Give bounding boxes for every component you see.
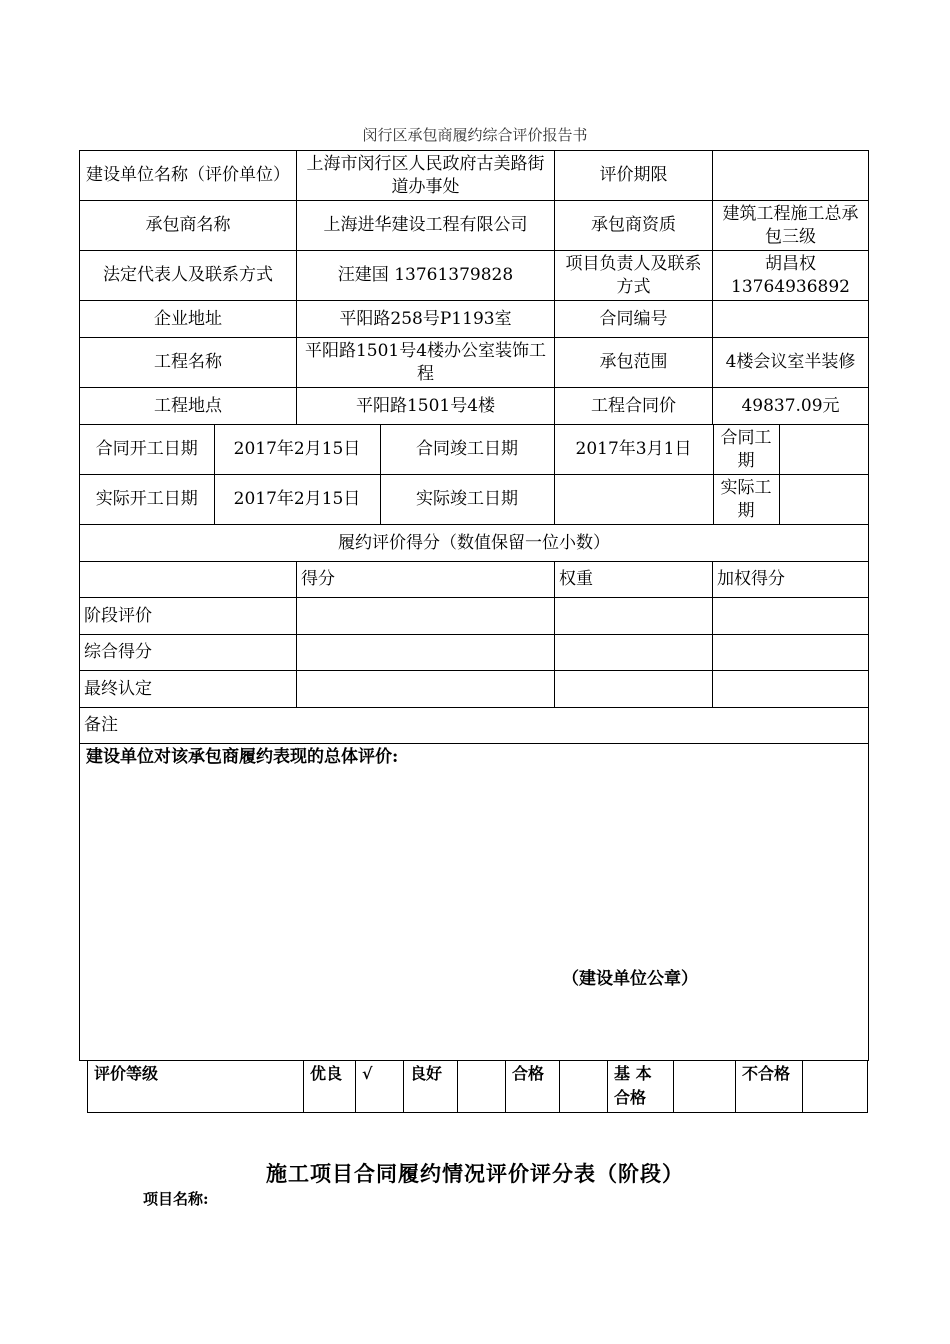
score-header-blank xyxy=(80,562,297,598)
stage-evaluation-weight xyxy=(555,598,713,635)
grade-basic-label: 基 本合格 xyxy=(608,1060,674,1113)
grade-qualified-check[interactable] xyxy=(560,1060,608,1113)
stage-evaluation-score xyxy=(297,598,555,635)
grade-table xyxy=(87,1060,868,1113)
contract-end-label: 合同竣工日期 xyxy=(380,425,554,474)
project-name-field-label: 项目名称: xyxy=(143,1190,209,1208)
project-manager-phone: 13764936892 xyxy=(731,276,850,297)
grade-good-label: 良好 xyxy=(404,1060,458,1113)
final-determination-weighted xyxy=(713,671,869,708)
project-name-value: 平阳路1501号4楼办公室装饰工程 xyxy=(297,338,555,388)
contract-start-label: 合同开工日期 xyxy=(80,425,214,474)
score-section-header: 履约评价得分（数值保留一位小数） xyxy=(80,525,869,562)
contractor-value: 上海进华建设工程有限公司 xyxy=(297,201,555,251)
period-value xyxy=(713,151,869,201)
actual-start-value: 2017年2月15日 xyxy=(214,475,380,524)
project-name-label: 工程名称 xyxy=(80,338,297,388)
period-label: 评价期限 xyxy=(555,151,713,201)
contract-price-label: 工程合同价 xyxy=(555,388,713,425)
site-label: 工程地点 xyxy=(80,388,297,425)
weight-column-header: 权重 xyxy=(555,562,713,598)
grade-good-check[interactable] xyxy=(458,1060,506,1113)
overall-evaluation-cell xyxy=(80,744,869,1061)
site-value: 平阳路1501号4楼 xyxy=(297,388,555,425)
final-determination-weight xyxy=(555,671,713,708)
overall-evaluation-label: 建设单位对该承包商履约表现的总体评价: xyxy=(86,747,399,767)
company-seal-label: （建设单位公章） xyxy=(562,969,698,989)
grade-qualified-label: 合格 xyxy=(506,1060,560,1113)
contract-end-value: 2017年3月1日 xyxy=(554,425,713,474)
evaluation-table xyxy=(79,150,869,1061)
contractor-label: 承包商名称 xyxy=(80,201,297,251)
project-manager-name: 胡昌权 xyxy=(765,253,816,274)
grade-excellent-check[interactable]: √ xyxy=(356,1060,404,1113)
actual-end-label: 实际竣工日期 xyxy=(380,475,554,524)
project-manager-label: 项目负责人及联系方式 xyxy=(555,251,713,301)
qualification-value: 建筑工程施工总承包三级 xyxy=(713,201,869,251)
grade-label: 评价等级 xyxy=(88,1060,304,1113)
scope-label: 承包范围 xyxy=(555,338,713,388)
address-label: 企业地址 xyxy=(80,301,297,338)
actual-period-label: 实际工期 xyxy=(713,475,779,524)
total-score-weight xyxy=(555,635,713,671)
contract-price-value: 49837.09元 xyxy=(713,388,869,425)
builder-label: 建设单位名称（评价单位） xyxy=(80,151,297,201)
grade-basic-check[interactable] xyxy=(674,1060,736,1113)
address-value: 平阳路258号P1193室 xyxy=(297,301,555,338)
contract-period-value xyxy=(779,425,868,474)
document-title: 闵行区承包商履约综合评价报告书 xyxy=(362,126,588,144)
contract-number-value xyxy=(713,301,869,338)
weighted-score-column-header: 加权得分 xyxy=(713,562,869,598)
actual-dates-row xyxy=(80,475,869,525)
builder-value: 上海市闵行区人民政府古美路街道办事处 xyxy=(297,151,555,201)
grade-excellent-label: 优良 xyxy=(304,1060,356,1113)
stage-evaluation-weighted xyxy=(713,598,869,635)
contract-dates-row xyxy=(80,425,869,475)
contract-number-label: 合同编号 xyxy=(555,301,713,338)
legal-rep-label: 法定代表人及联系方式 xyxy=(80,251,297,301)
stage-evaluation-label: 阶段评价 xyxy=(80,598,297,635)
legal-rep-value: 汪建国 13761379828 xyxy=(297,251,555,301)
actual-end-value xyxy=(554,475,713,524)
remarks: 备注 xyxy=(80,708,869,744)
project-manager-value xyxy=(713,251,869,301)
contract-start-value: 2017年2月15日 xyxy=(214,425,380,474)
total-score-label: 综合得分 xyxy=(80,635,297,671)
actual-period-value xyxy=(779,475,868,524)
grade-unqualified-check[interactable] xyxy=(803,1060,868,1113)
section2-title: 施工项目合同履约情况评价评分表（阶段） xyxy=(266,1161,684,1186)
final-determination-label: 最终认定 xyxy=(80,671,297,708)
scope-value: 4楼会议室半装修 xyxy=(713,338,869,388)
score-column-header: 得分 xyxy=(297,562,555,598)
actual-start-label: 实际开工日期 xyxy=(80,475,214,524)
total-score-weighted xyxy=(713,635,869,671)
final-determination-score xyxy=(297,671,555,708)
qualification-label: 承包商资质 xyxy=(555,201,713,251)
grade-unqualified-label: 不合格 xyxy=(736,1060,803,1113)
contract-period-label: 合同工期 xyxy=(713,425,779,474)
total-score-score xyxy=(297,635,555,671)
